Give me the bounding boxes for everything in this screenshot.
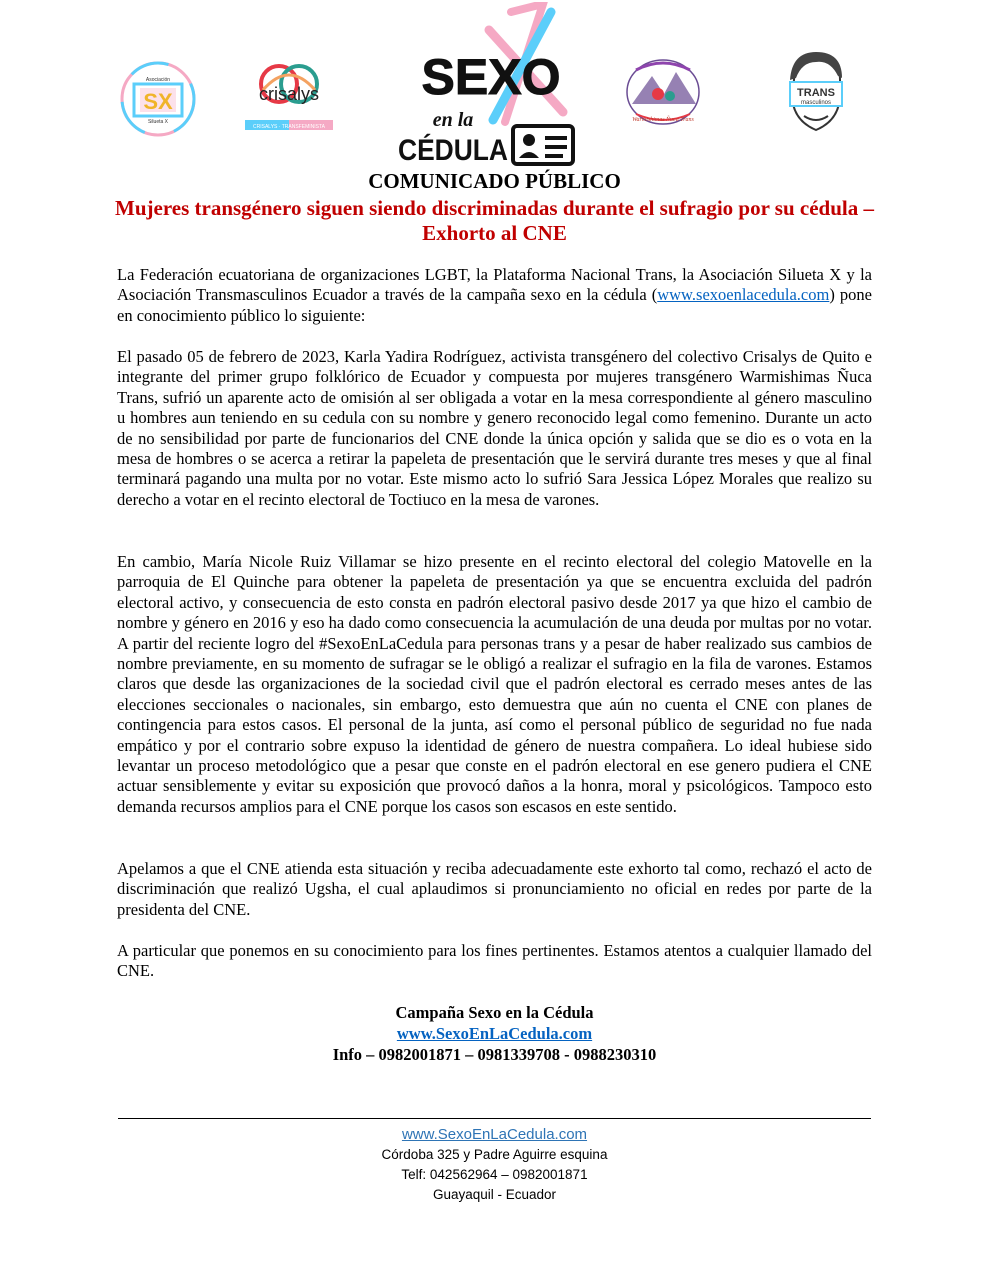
logo-sexo: SEXO [421,49,561,105]
transmasculinos-line2: masculinos [800,100,832,106]
document-title: COMUNICADO PÚBLICO [368,169,621,193]
silueta-x-text: SX [143,89,173,114]
footer-address: Córdoba 325 y Padre Aguirre esquina [381,1147,608,1162]
warmishimas-logo [618,54,708,130]
footer-phone: Telf: 042562964 – 0982001871 [401,1167,588,1182]
intro-website-link[interactable]: www.sexoenlacedula.com [657,285,830,305]
crisalys-logo [243,60,335,134]
paragraph-maria: En cambio, María Nicole Ruiz Villamar se hizo presente en el recinto electoral del colegio Matovelle en la parroquia de El Quinche para obtener la papeleta de presentación ya que se encuentra excluida del padrón electoral activo, y consecuencia de esto consta en padrón electoral pasivo desde 2017 ya que hizo el cambio de nombre y género en 2016 y eso ha dado como consecuencia la acumulación de una deuda por multas por no votar. A partir del reciente logro del #SexoEnLaCedula para personas trans y a pesar de haber realizado sus cambios de nombre previamente, en su momento de sufragar se le obligó a realizar el sufragio en la fila de varones. Estamos claros que desde las organizaciones de la sociedad civil que el padrón electoral es cerrado meses antes de las elecciones seccionales o nacionales, sin embargo, esto demuestra que aún no cuenta el CNE con planes de contingencia para estos casos. El personal de la junta, así como el personal público de seguridad no fue nada empático y por el contrario sobre expuso la identidad de género de nuestra compañera. Lo ideal hubiese sido levantar un proceso metodológico que a pesar que conste en el padrón electoral en ese genero pudiera el CNE actuar sensiblemente y evitar su exposición que provocó daños a la honra, moral y psicológicos. Tampoco esto demanda recursos amplios para el CNE porque los casos son escasos en este sentido. [117,552,872,816]
footer-city: Guayaquil - Ecuador [432,1187,557,1202]
silueta-x-top: Asociación [145,77,171,83]
logo-cedula: CÉDULA [398,134,523,167]
paragraph-intro [117,265,872,326]
signature-website-link[interactable]: www.SexoEnLaCedula.com [396,1024,593,1043]
sexo-en-la-cedula-logo [393,2,593,168]
signature-info: Info – 0982001871 – 0981339708 - 0988230310 [332,1045,657,1064]
paragraph-closing: A particular que ponemos en su conocimiento para los fines pertinentes. Estamos atentos a cualquier llamado del CNE. [117,941,872,981]
crisalys-strip: CRISALYS · TRANSFEMINISTA [253,124,325,130]
footer [0,1125,989,1205]
signature-campaign: Campaña Sexo en la Cédula [395,1003,594,1022]
silueta-x-bottom: Silueta X [147,119,169,125]
transmasculinos-logo [780,50,852,134]
logo-en-la: en la [432,109,474,131]
intro-text-start: La Federación ecuatoriana de organizaciones LGBT, la Plataforma Nacional Trans, la Asociación Silueta X y la Asociación Transmasculinos Ecuador a través de la campaña sexo en la cédula ( [117,265,872,305]
intro-text-end: ) pone en conocimiento público lo siguiente: [117,285,872,325]
footer-divider [118,1118,871,1119]
silueta-x-logo [118,60,198,138]
crisalys-name: crisalys [258,84,320,104]
paragraph-appeal: Apelamos a que el CNE atienda esta situación y reciba adecuadamente este exhorto tal como, rechazó el acto de discriminación que realizó Ugsha, el cual aplaudimos si pronunciamiento no oficial en redes por parte de la presidenta del CNE. [117,859,872,919]
warmishimas-name: Warmishimas Ñuca Trans [632,117,694,123]
signature-block [0,1002,989,1065]
document-subtitle: Mujeres transgénero siguen siendo discriminadas durante el sufragio por su cédula – Exhorto al CNE [115,196,874,245]
transmasculinos-line1: TRANS [797,87,835,99]
footer-website-link[interactable]: www.SexoEnLaCedula.com [401,1126,588,1143]
logo-bar [0,0,989,170]
paragraph-karla: El pasado 05 de febrero de 2023, Karla Yadira Rodríguez, activista transgénero del colectivo Crisalys de Quito e integrante del primer grupo folklórico de Ecuador y compuesta por mujeres transgénero Warmishimas Ñuca Trans, sufrió un aparente acto de omisión al ser obligada a votar en la mesa correspondiente al género masculino u hombres aun teniendo en su cedula con su nombre y genero reconocido legal como femenino. Durante un acto de no sensibilidad por parte de funcionarios del CNE donde la única opción y salida que se dio es o vota en la mesa de hombres o se acerca a retirar la papeleta de presentación que le servirá durante tres meses y que al final terminará pagando una multa por no votar. Este mismo acto lo sufrió Sara Jessica López Morales que realizo su derecho a votar en el recinto electoral de Toctiuco en la mesa de varones. [117,347,872,509]
